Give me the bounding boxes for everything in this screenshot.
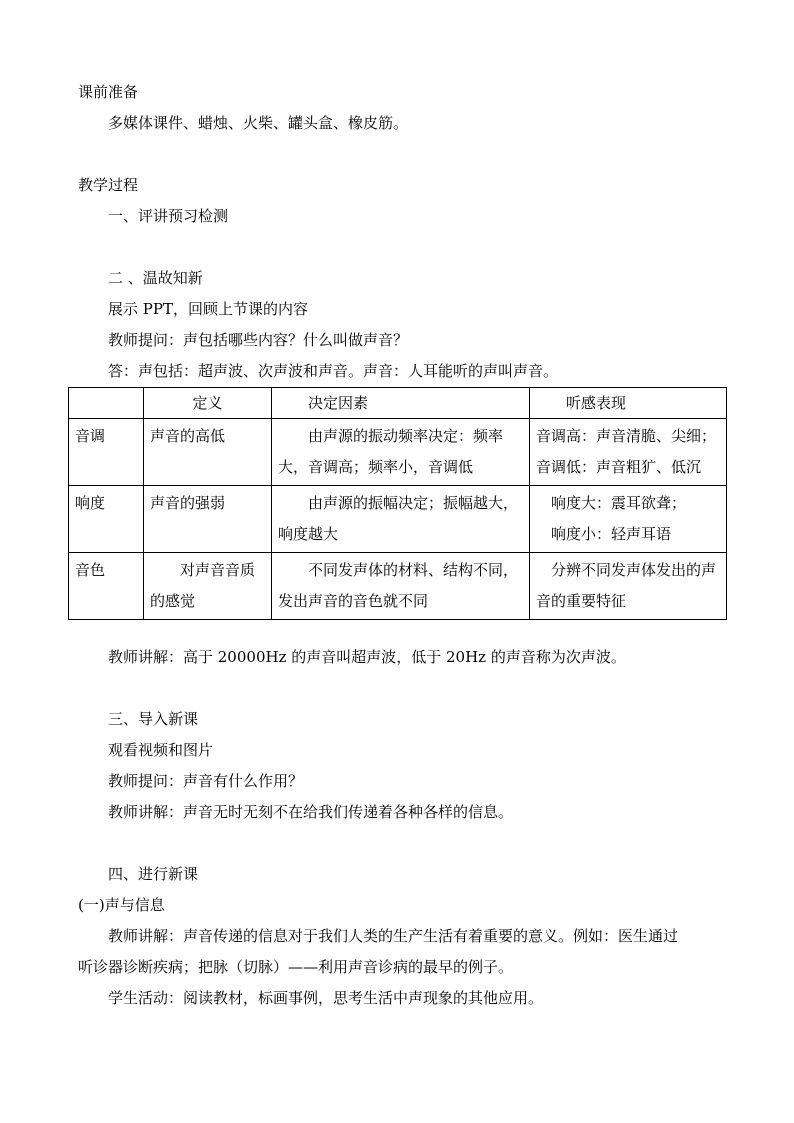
table-cell-factor: 不同发声体的材料、结构不同，发出声音的音色就不同 [272, 553, 530, 620]
table-cell-name: 音色 [69, 553, 144, 620]
part1-title: 一、评讲预习检测 [108, 207, 229, 225]
table-header-row [69, 388, 727, 419]
part2-answer: 答：声包括：超声波、次声波和声音。声音：人耳能听的声叫声音。 [108, 362, 559, 380]
sound-properties-table [68, 387, 727, 620]
process-heading: 教学过程 [78, 176, 139, 194]
perception-line: 响度小：轻声耳语 [551, 525, 672, 543]
table-cell-definition: 声音的强弱 [144, 486, 272, 553]
table-header-cell: 定义 [144, 388, 272, 419]
table-cell-perception [530, 486, 727, 553]
perception-line: 响度大：震耳欲聋； [551, 494, 687, 512]
table-row [69, 553, 727, 620]
table-cell-perception [530, 419, 727, 486]
table-cell-definition: 对声音音质的感觉 [144, 553, 272, 620]
part4-activity: 学生活动：阅读教材，标画事例，思考生活中声现象的其他应用。 [108, 989, 544, 1007]
perception-line: 音调高：声音清脆、尖细； [536, 427, 717, 445]
table-cell-perception: 分辨不同发声体发出的声音的重要特征 [530, 553, 727, 620]
part3-title: 三、导入新课 [108, 710, 199, 728]
table-row [69, 419, 727, 486]
table-cell-factor: 由声源的振幅决定；振幅越大，响度越大 [272, 486, 530, 553]
table-header-cell: 决定因素 [272, 388, 530, 419]
prep-materials: 多媒体课件、蜡烛、火柴、罐头盒、橡皮筋。 [108, 114, 409, 132]
prep-heading: 课前准备 [78, 83, 139, 101]
part4-subsection: (一)声与信息 [78, 896, 165, 914]
part4-explain-cont: 听诊器诊断疾病；把脉（切脉）——利用声音诊病的最早的例子。 [78, 958, 514, 976]
perception-line: 音调低：声音粗犷、低沉 [536, 458, 702, 476]
table-cell-name: 响度 [69, 486, 144, 553]
part3-question: 教师提问：声音有什么作用？ [108, 772, 304, 790]
part2-title: 二 、温故知新 [108, 269, 203, 287]
part2-question: 教师提问：声包括哪些内容？什么叫做声音？ [108, 331, 409, 349]
part3-explain: 教师讲解：声音无时无刻不在给我们传递着各种各样的信息。 [108, 803, 514, 821]
part4-explain: 教师讲解：声音传递的信息对于我们人类的生产生活有着重要的意义。例如：医生通过 [108, 927, 679, 945]
teacher-explain-frequency: 教师讲解：高于 20000Hz 的声音叫超声波，低于 20Hz 的声音称为次声波。 [108, 648, 626, 666]
table-row [69, 486, 727, 553]
table-cell-factor: 由声源的振动频率决定：频率大，音调高；频率小，音调低 [272, 419, 530, 486]
part4-title: 四、进行新课 [108, 865, 199, 883]
table-cell-definition: 声音的高低 [144, 419, 272, 486]
table-header-cell [69, 388, 144, 419]
table-cell-name: 音调 [69, 419, 144, 486]
part3-watch: 观看视频和图片 [108, 741, 214, 759]
table-header-cell: 听感表现 [530, 388, 727, 419]
part2-review: 展示 PPT，回顾上节课的内容 [108, 300, 308, 318]
